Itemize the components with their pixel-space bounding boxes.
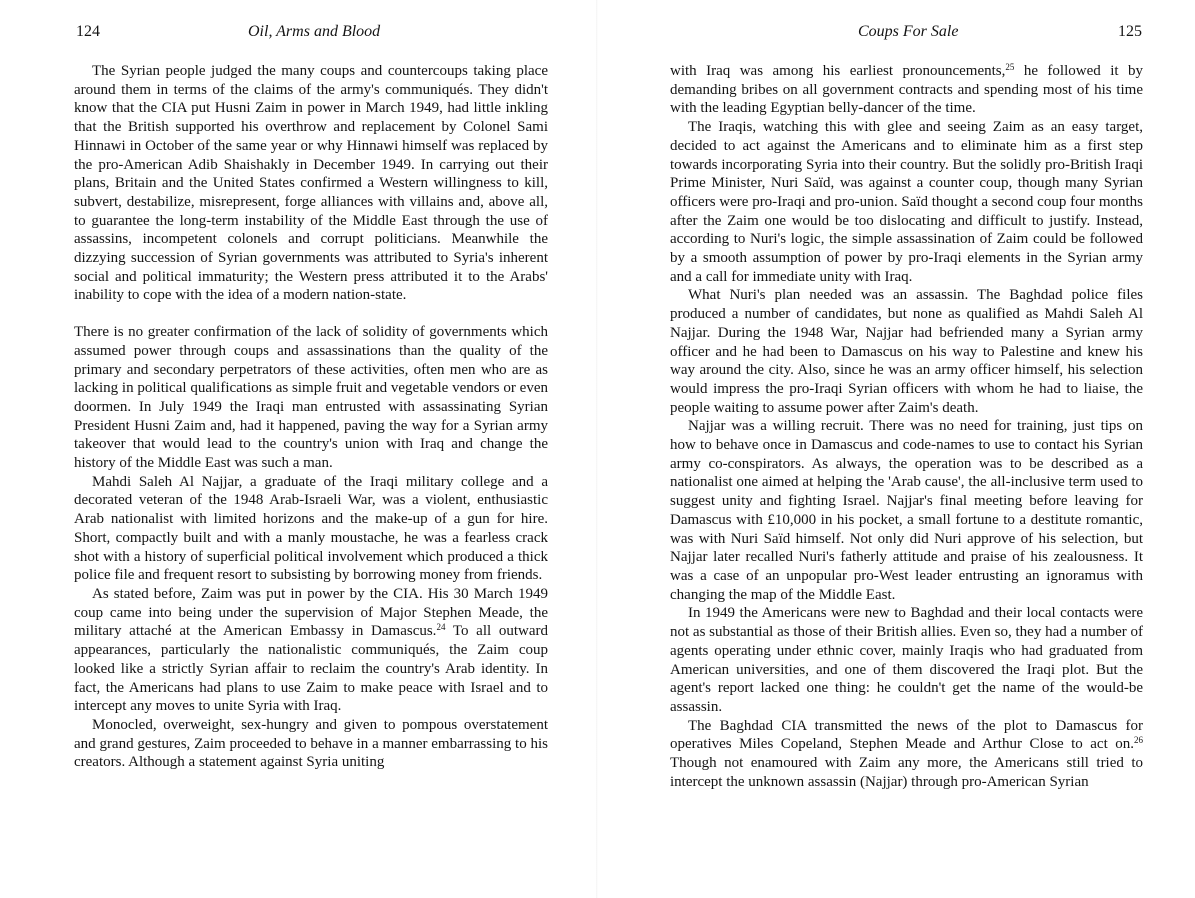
paragraph: There is no greater confirmation of the lack of solidity of governments which assumed power through coups and assassinations than the quality of the primary and secondary perpetrators of these activities, often men who are as lacking in political qualifications as simple fruit and vegetable vendors or even doormen. In July 1949 the Iraqi man entrusted with assassinating Syrian President Husni Zaim and, had it happened, paving the way for a Syrian army takeover that would lead to the country's union with Iraq and change the history of the Middle East was such a man. [74,324,548,472]
paragraph: The Syrian people judged the many coups and countercoups taking place around them in terms of the claims of the army's communiqués. They didn't know that the CIA put Husni Zaim in power in March 1949, had little inkling that the British supported his overthrow and replacement by Colonel Sami Hinnawi in October of the same year or why Hinnawi himself was replaced by the pro-American Adib Shaishakly in December 1949. In carrying out their plans, Britain and the United States confirmed a Western willingness to kill, subvert, destabilize, misrepresent, forge alliances with villains and, above all, to guarantee the long-term instability of the Middle East through the use of assassins, incompetent colonels and corrupt politicians. Meanwhile the dizzying succession of Syrian governments was attributed to Syria's inherent social and political immaturity; the Western press attributed it to the Arabs' inability to cope with the idea of a modern nation-state. [74,63,548,304]
right-page [598,0,1195,898]
right-page-number: 125 [1118,23,1142,40]
right-page-body [670,62,1143,791]
paragraph [670,62,1143,118]
left-page-number: 124 [76,23,100,40]
footnote-marker: 25 [1005,62,1015,72]
footnote-marker: 26 [1134,735,1143,746]
right-page-header [670,23,1142,45]
footnote-marker: 24 [436,622,446,633]
paragraph-text: with Iraq was among his earliest pronouncements, [670,63,1006,79]
left-running-head: Oil, Arms and Blood [248,23,381,40]
paragraph: Monocled, overweight, sex-hungry and given to pompous overstatement and grand gestures, Zaim proceeded to behave in a manner embarrassing to his creators. Although a statement against Syria uniting [74,716,548,771]
paragraph-text: To all outward appearances, particularly the nationalistic communiqués, the Zaim coup looked like a strictly Syrian affair to reclaim the country's Arab identity. In fact, the Americans had plans to use Zaim to make peace with Israel and to intercept any moves to unite Syria with Iraq. [74,623,548,715]
left-page-body [74,62,548,772]
paragraph-text: Though not enamoured with Zaim any more, the Americans still tried to intercept the unknown assassin (Najjar) through pro-American Syrian [670,755,1143,790]
paragraph: The Iraqis, watching this with glee and seeing Zaim as an easy target, decided to act against the Americans and to eliminate him as a first step towards incorporating Syria into their country. But the solidly pro-British Iraqi Prime Minister, Nuri Saïd, was against a counter coup, though many Syrian officers were pro-Iraqi and pro-union. Saïd thought a second coup four months after the Zaim one would be too dislocating and difficult to justify. Instead, according to Nuri's logic, the simple assassination of Zaim could be followed by a smooth assumption of power by pro-Iraqi elements in the Syrian army and a call for immediate unity with Iraq. [670,119,1143,285]
paragraph: In 1949 the Americans were new to Baghdad and their local contacts were not as substantial as those of their British allies. Even so, they had a number of agents operating under ethnic cover, mainly Iraqis who had graduated from American universities, and one of them discovered the Iraqi plot. But the agent's report lacked one thing: he couldn't get the name of the would-be assassin. [670,605,1143,715]
paragraph-text: The Baghdad CIA transmitted the news of the plot to Damascus for operatives Miles Copeland, Stephen Meade and Arthur Close to act on. [670,717,1143,753]
left-page-header [76,23,546,45]
paragraph: What Nuri's plan needed was an assassin. The Baghdad police files produced a number of candidates, but none as qualified as Mahdi Saleh Al Najjar. During the 1948 War, Najjar had befriended many a Syrian army officer and he had been to Damascus on his way to Palestine and knew his way around the city. Also, since he was an army officer himself, his selection would impress the pro-Iraqi Syrian officers with whom he had to liaise, the people waiting to assume power after Zaim's death. [670,287,1143,416]
paragraph-text: he followed it by demanding bribes on all government contracts and spending most of his time with the leading Egyptian belly-dancer of the time. [670,63,1143,117]
paragraph: Mahdi Saleh Al Najjar, a graduate of the Iraqi military college and a decorated veteran of the 1948 Arab-Israeli War, was a violent, enthusiastic Arab nationalist with limited horizons and the make-up of a gun for hire. Short, compactly built and with a manly moustache, he was a fearless crack shot with a history of superficial political involvement which produced a thick police file and frequent resort to subsisting by borrowing money from friends. [74,473,548,584]
paragraph: Najjar was a willing recruit. There was no need for training, just tips on how to behave once in Damascus and code-names to use to contact his Syrian army co-conspirators. As always, the operation was to be described as a nationalist one aimed at helping the 'Arab cause', the all-inclusive term used to suggest unity and fighting Israel. Najjar's final meeting before leaving for Damascus with £10,000 in his pocket, a small fortune to a destitute romantic, was with Nuri Saïd himself. Not only did Nuri approve of his selection, but Najjar later recalled Nuri's fatherly attitude and praise of his zealousness. It was a case of an unpopular pro-West leader entrusting an ignoramus with changing the map of the Middle East. [670,418,1143,603]
paragraph [74,585,548,716]
paragraph-text: As stated before, Zaim was put in power by the CIA. His 30 March 1949 coup came into being under the supervision of Major Stephen Meade, the military attaché at the American Embassy in Damascus. [74,585,548,640]
paragraph [670,717,1143,792]
right-running-head: Coups For Sale [858,23,959,40]
left-page [0,0,597,898]
